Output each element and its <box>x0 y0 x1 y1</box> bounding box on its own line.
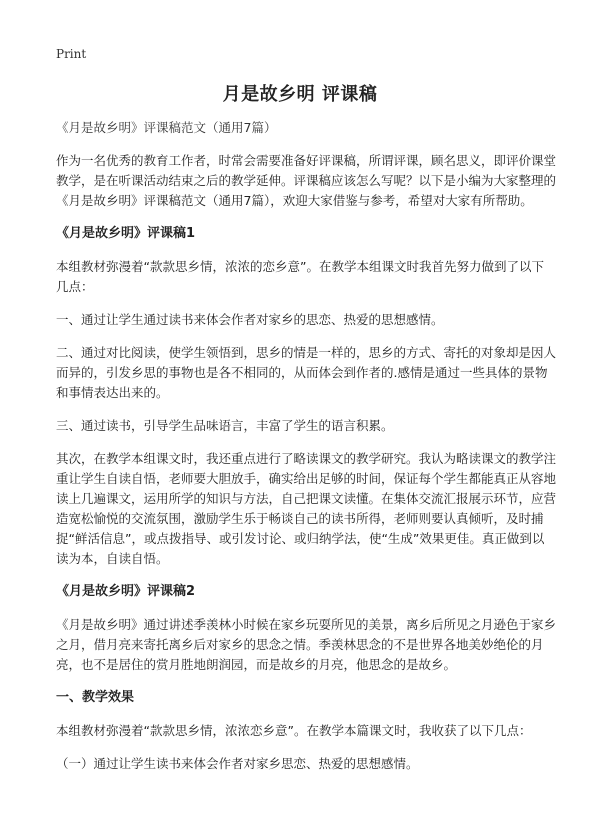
print-link[interactable]: Print <box>56 47 87 61</box>
paragraph: 一、通过让学生通过读书来体会作者对家乡的思恋、热爱的思想感情。 <box>56 312 444 327</box>
paragraph: （一）通过让学生读书来体会作者对家乡思恋、热爱的思想感情。 <box>56 756 419 771</box>
sub-heading: 一、教学效果 <box>56 690 135 705</box>
paragraph: 三、通过读书，引导学生品味语言，丰富了学生的语言积累。 <box>56 418 394 433</box>
section-2-heading: 《月是故乡明》评课稿2 <box>56 584 196 599</box>
page-title: 月是故乡明 评课稿 <box>222 84 378 105</box>
intro-paragraph: 作为一名优秀的教育工作者，时常会需要准备好评课稿，所谓评课，顾名思义，即评价课堂教学，是在听课活动结束之后的教学延伸。评课稿应该怎么写呢？以下是小编为大家整理的《月是故乡明》评课稿范文（通用7篇），欢迎大家借鉴与参考，希望对大家有所帮助。 <box>56 153 557 208</box>
paragraph: 二、通过对比阅读，使学生领悟到，思乡的情是一样的，思乡的方式、寄托的对象却是因人而异的，引发乡思的事物也是各不相同的，从而体会到作者的.感情是通过一些具体的景物和事情表达出来的。 <box>56 345 557 400</box>
section-1-heading: 《月是故乡明》评课稿1 <box>56 226 196 241</box>
paragraph: 其次，在教学本组课文时，我还重点进行了略读课文的教学研究。我认为略读课文的教学注重让学生自读自悟，老师要大胆放手，确实给出足够的时间，保证每个学生都能真正从容地读上几遍课文，运用所学的知识与方法，自己把课文读懂。在集体交流汇报展示环节，应营造宽松愉悦的交流氛围，激励学生乐于畅谈自己的读书所得，老师则要认真倾听，及时捕捉“鲜活信息”，或点拨指导、或引发讨论、或归纳学法，使“生成”效果更佳。真正做到以读为本，自读自悟。 <box>56 451 557 566</box>
paragraph: 《月是故乡明》通过讲述季羡林小时候在家乡玩耍所见的美景，离乡后所见之月逊色于家乡之月，借月亮来寄托离乡后对家乡的思念之情。季羡林思念的不是世界各地美妙绝伦的月亮，也不是居住的赏月胜地朗润园，而是故乡的月亮，他思念的是故乡。 <box>56 617 557 672</box>
article-body <box>56 118 556 787</box>
article-subtitle: 《月是故乡明》评课稿范文（通用7篇） <box>56 120 277 135</box>
paragraph: 本组教材弥漫着“款款思乡情，浓浓恋乡意”。在教学本篇课文时，我收获了以下几点： <box>56 723 532 738</box>
paragraph: 本组教材弥漫着“款款思乡情，浓浓的恋乡意”。在教学本组课文时我首先努力做到了以下几点： <box>56 259 544 294</box>
